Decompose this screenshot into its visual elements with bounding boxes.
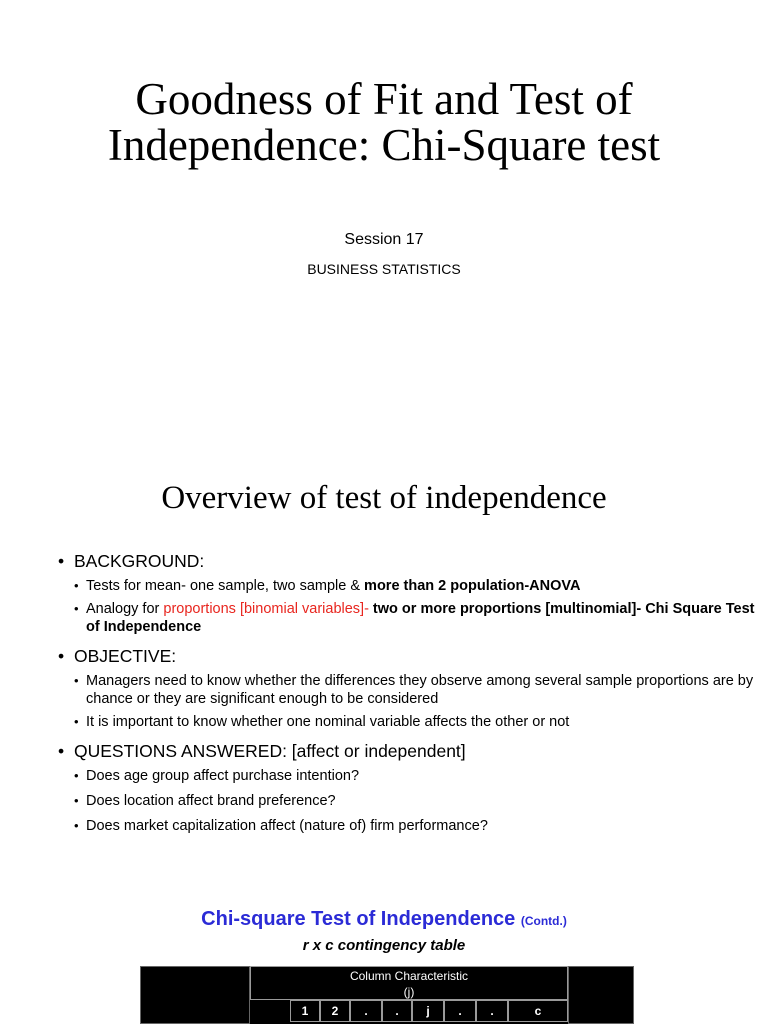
overview-heading: Overview of test of independence <box>161 480 607 516</box>
table-total-block <box>568 966 634 1024</box>
sub-bullet-location: • Does location affect brand preference? <box>58 792 758 810</box>
sub-bullet-tests-for-mean: • Tests for mean- one sample, two sample & more than 2 population-ANOVA <box>58 577 758 595</box>
table-col-header: 2 <box>320 1000 350 1022</box>
contingency-table <box>140 966 634 1024</box>
table-column-characteristic: Column Characteristic (j) <box>250 966 568 1000</box>
sub-bullet-age-group: • Does age group affect purchase intention? <box>58 767 758 785</box>
overview-bullets <box>58 550 758 835</box>
sub-bullet-market-cap: • Does market capitalization affect (nature of) firm performance? <box>58 817 758 835</box>
course-label: BUSINESS STATISTICS <box>307 261 461 277</box>
table-col-header: . <box>382 1000 412 1022</box>
bullet-questions: • QUESTIONS ANSWERED: [affect or independent] <box>58 740 758 762</box>
table-col-header: j <box>412 1000 444 1022</box>
table-col-header: . <box>476 1000 508 1022</box>
sub-bullet-analogy: • Analogy for proportions [binomial variables]- two or more proportions [multinomial]- Chi Square Test of Independence <box>58 600 758 636</box>
sub-bullet-nominal-variable: • It is important to know whether one nominal variable affects the other or not <box>58 713 758 731</box>
slide-title <box>0 0 768 450</box>
table-col-header: . <box>350 1000 382 1022</box>
session-label: Session 17 <box>344 231 424 248</box>
table-col-header: c <box>508 1000 568 1022</box>
table-col-header: 1 <box>290 1000 320 1022</box>
table-col-header: . <box>444 1000 476 1022</box>
table-row-header-block <box>140 966 250 1024</box>
sub-bullet-managers: • Managers need to know whether the differences they observe among several sample proportions are by chance or they are significant enough to be considered <box>58 672 758 708</box>
slide-title-heading: Goodness of Fit and Test of Independence: Chi-Square test <box>107 74 661 170</box>
contingency-subtitle: r x c contingency table <box>302 937 466 954</box>
bullet-objective: • OBJECTIVE: <box>58 645 758 667</box>
bullet-background: • BACKGROUND: <box>58 550 758 572</box>
contingency-heading: Chi-square Test of Independence (Contd.) <box>201 908 567 930</box>
